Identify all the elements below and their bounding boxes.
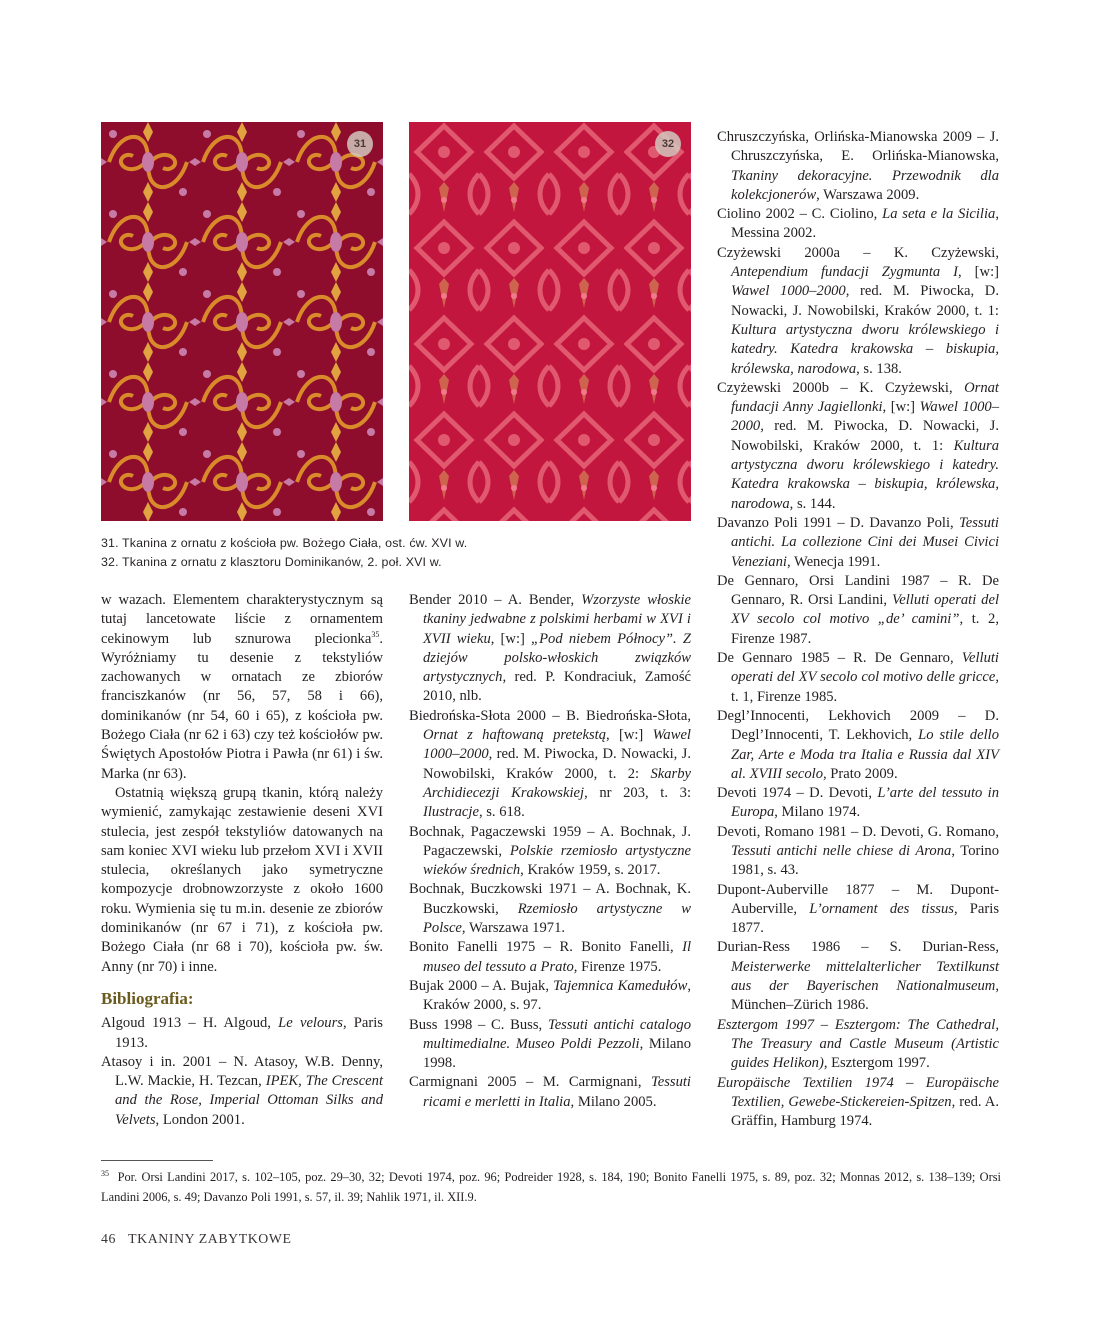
bibliography-text: Devoti, Romano 1981 – D. Devoti, G. Romano, bbox=[717, 823, 999, 840]
caption-32: 32. Tkanina z ornatu z klasztoru Dominikanów, 2. poł. XVI w. bbox=[101, 555, 442, 569]
bibliography-title: Europäische Textilien 1974 – Europäische Textilien, Gewebe-Stickereien-Spitzen bbox=[717, 1074, 999, 1110]
figure-captions bbox=[101, 534, 701, 572]
bibliography-title: Antependium fundacji Zygmunta I bbox=[731, 264, 959, 281]
bibliography-text: , Esztergom 1997. bbox=[823, 1055, 930, 1072]
bibliography-title: Wawel 1000–2000, bbox=[731, 283, 850, 300]
bibliography-entry bbox=[409, 707, 691, 823]
bibliography-text: , London 2001. bbox=[155, 1111, 245, 1128]
bibliography-entry bbox=[717, 823, 999, 881]
column-left bbox=[101, 591, 383, 1130]
bibliography-title: Skarby Archidiecezji Krakowskiej bbox=[423, 765, 691, 801]
bibliography-text: Bender 2010 – A. Bender, bbox=[409, 592, 582, 608]
footnote-ref: 35 bbox=[371, 629, 380, 639]
bibliography-entry bbox=[409, 938, 691, 977]
bibliography-title: Tajemnica Kamedułów bbox=[553, 977, 688, 994]
bibliography-text: , red. P. Kondraciuk, Zamość 2010, nlb. bbox=[423, 669, 691, 705]
bibliography-list bbox=[409, 591, 691, 1112]
bibliography-text: Biedrońska-Słota 2000 – B. Biedrońska-Słota, bbox=[409, 707, 691, 724]
bibliography-text: , München–Zürich 1986. bbox=[731, 978, 999, 1014]
bibliography-text: , Kraków 2000, s. 97. bbox=[423, 977, 691, 1014]
bibliography-entry bbox=[409, 823, 691, 881]
bibliography-text: Devoti 1974 – D. Devoti, bbox=[717, 785, 878, 802]
page-number: 46 bbox=[101, 1231, 116, 1246]
bibliography-entry bbox=[717, 1074, 999, 1132]
bibliography-text: , red. M. Piwocka, D. Nowacki, J. Nowobilski, Kraków 2000, t. 2: bbox=[423, 746, 691, 782]
bibliography-title: Lo stile dello Zar, Arte e Moda tra Italia e Russia dal XIV al. XVIII secolo bbox=[731, 727, 999, 782]
bibliography-text: Bochnak, Pagaczewski 1959 – A. Bochnak, J. Pagaczewski, bbox=[409, 823, 691, 859]
bibliography-title: Ilustracje bbox=[423, 804, 479, 821]
bibliography-title: Ornat z haftowaną pretekstą bbox=[423, 727, 607, 744]
bibliography-text: , Milano 1974. bbox=[774, 804, 861, 821]
bibliography-entry bbox=[717, 514, 999, 572]
bibliography-title: Wawel 1000–2000 bbox=[423, 727, 691, 763]
body-text: . Wyróżniamy tu desenie z tekstyliów zachowanych w ornatach ze zbiorów franciszkanów (nr 56, 57, 58 i 66), dominikanów (nr 54, 60 i 65), z kościoła pw. Bożego Ciała (nr 62 i 63) czy też kościołów pw. Świętych Apostołów Piotra i Pawła (nr 61) i św. Marka (nr 63). bbox=[101, 630, 383, 782]
bibliography-title: Tessuti antichi catalogo multimedialne. Museo Poldi Pezzoli bbox=[423, 1016, 691, 1052]
folio bbox=[101, 1231, 292, 1247]
bibliography-title: Tkaniny dekoracyjne. Przewodnik dla kolekcjonerów bbox=[731, 167, 999, 203]
bibliography-title: Esztergom 1997 – Esztergom: The Cathedral, The Treasury and Castle Museum (Artistic guides Helikon) bbox=[717, 1016, 999, 1072]
column-right bbox=[717, 128, 999, 1131]
bibliography-title: L’ornament des tissus bbox=[809, 900, 954, 917]
bibliography-text: Degl’Innocenti, Lekhovich 2009 – D. Degl’Innocenti, T. Lekhovich, bbox=[717, 707, 999, 744]
bibliography-entry bbox=[101, 1014, 383, 1053]
bibliography-entry bbox=[717, 379, 999, 514]
body-paragraph: Ostatnią większą grupą tkanin, którą należy wymienić, zamykając zestawienie deseni XVI stulecia, jest zespół tekstyliów datowanych na sam koniec XVI wieku lub przełom XVI i XVII stulecia, określanych jako symetryczne kompozycje drobnowzorzyste z około 1600 roku. Wymienia się tu m.in. desenie ze zbiorów dominikanów (nr 67 i 71), z kościoła pw. Bożego Ciała (nr 68 i 70), kościoła pw. św. Anny (nr 70) i inne. bbox=[101, 784, 383, 975]
bibliography-text: Dupont-Auberville 1877 – M. Dupont-Auberville, bbox=[717, 881, 999, 917]
footnote bbox=[101, 1168, 1001, 1207]
footnote-rule bbox=[101, 1160, 213, 1161]
bibliography-title: La seta e la Sicilia bbox=[882, 206, 996, 223]
bibliography-text: , Prato 2009. bbox=[823, 765, 898, 782]
bibliography-text: red. M. Piwocka, D. Nowacki, J. Nowobilski, Kraków 2000, t. 1: bbox=[731, 418, 999, 454]
bibliography-entry bbox=[717, 938, 999, 1015]
bibliography-text: Carmignani 2005 – M. Carmignani, bbox=[409, 1074, 651, 1091]
bibliography-text: Bujak 2000 – A. Bujak, bbox=[409, 977, 554, 994]
bibliography-list bbox=[101, 1014, 383, 1130]
bibliography-title: Il museo del tessuto a Prato bbox=[423, 939, 691, 975]
bibliography-title: IPEK, The Crescent and the Rose, Imperial Ottoman Silks and Velvets bbox=[115, 1073, 384, 1128]
bibliography-text: , Paris 1877. bbox=[731, 900, 999, 937]
bibliography-entry bbox=[717, 1016, 999, 1074]
column-middle bbox=[409, 591, 691, 1112]
bibliography-text: , t. 1, Firenze 1985. bbox=[731, 669, 999, 705]
bibliography-heading: Bibliografia: bbox=[101, 988, 194, 1008]
bibliography-title: Kultura artystyczna dworu królewskiego i katedry. Katedra krakowska – biskupia, królewska, narodowa bbox=[731, 321, 999, 377]
bibliography-text: , [w:] bbox=[882, 399, 920, 416]
bibliography-text: red. M. Piwocka, D. Nowacki, J. Nowobilski, Kraków 2000, t. 1: bbox=[731, 283, 999, 319]
bibliography-text: , nr 203, t. 3: bbox=[584, 784, 691, 801]
bibliography-entry bbox=[101, 1053, 383, 1130]
bibliography-text: Atasoy i in. 2001 – N. Atasoy, W.B. Denny, L.W. Mackie, H. Tezcan, bbox=[101, 1053, 383, 1090]
bibliography-entry bbox=[717, 205, 999, 244]
bibliography-text: , s. 618. bbox=[478, 804, 525, 821]
bibliography-text: , Messina 2002. bbox=[731, 206, 999, 242]
bibliography-entry bbox=[409, 880, 691, 938]
bibliography-text: Bochnak, Buczkowski 1971 – A. Bochnak, K. Buczkowski, bbox=[409, 881, 691, 917]
bibliography-entry bbox=[409, 591, 691, 707]
bibliography-text: De Gennaro 1985 – R. De Gennaro, bbox=[717, 650, 962, 667]
bibliography-title: L’arte del tessuto in Europa bbox=[731, 785, 999, 821]
bibliography-title: „Pod niebem Północy”. Z dziejów polsko-włoskich związków artystycznych bbox=[423, 630, 691, 686]
bibliography-text: , Warszawa 2009. bbox=[816, 186, 920, 203]
bibliography-text: , Torino 1981, s. 43. bbox=[731, 842, 999, 879]
bibliography-title: Tessuti antichi nelle chiese di Arona bbox=[731, 842, 952, 859]
bibliography-text: Ciolino 2002 – C. Ciolino, bbox=[717, 206, 883, 223]
bibliography-title: Wawel 1000–2000, bbox=[731, 399, 999, 435]
bibliography-entry bbox=[717, 707, 999, 784]
bibliography-entry bbox=[717, 649, 999, 707]
bibliography-text: , Milano 1998. bbox=[423, 1035, 691, 1072]
bibliography-title: Wzorzyste włoskie tkaniny jedwabne z polskimi herbami w XVI i XVII wieku bbox=[423, 592, 691, 647]
bibliography-text: Bonito Fanelli 1975 – R. Bonito Fanelli, bbox=[409, 939, 683, 956]
bibliography-text: , Wenecja 1991. bbox=[786, 553, 881, 570]
bibliography-text: Chruszczyńska, Orlińska-Mianowska 2009 – J. Chruszczyńska, E. Orlińska-Mianowska, bbox=[717, 129, 999, 165]
bibliography-text: , s. 144. bbox=[789, 495, 836, 512]
bibliography-text: Czyżewski 2000b – K. Czyżewski, bbox=[717, 379, 965, 396]
bibliography-title: Tessuti antichi. La collezione Cini dei Musei Civici Veneziani bbox=[731, 514, 999, 570]
figure-number-badge: 31 bbox=[347, 131, 373, 157]
figure-number-badge: 32 bbox=[655, 131, 681, 157]
bibliography-entry bbox=[717, 572, 999, 649]
bibliography-title: Ornat fundacji Anny Jagiellonki bbox=[731, 379, 999, 416]
bibliography-text: Davanzo Poli 1991 – D. Davanzo Poli, bbox=[717, 514, 959, 531]
bibliography-text: , Kraków 1959, s. 2017. bbox=[520, 862, 661, 879]
body-paragraph bbox=[101, 591, 383, 784]
bibliography-text: Czyżewski 2000a – K. Czyżewski, bbox=[717, 244, 999, 261]
bibliography-title: Polskie rzemiosło artystyczne wieków średnich bbox=[423, 842, 691, 879]
bibliography-entry bbox=[409, 1073, 691, 1112]
bibliography-text: De Gennaro, Orsi Landini 1987 – R. De Gennaro, R. Orsi Landini, bbox=[717, 572, 999, 609]
bibliography-text: , s. 138. bbox=[856, 360, 902, 377]
bibliography-title: Le velours bbox=[278, 1015, 343, 1032]
bibliography-text: , Firenze 1975. bbox=[573, 958, 662, 975]
bibliography-text: , red. A. Gräffin, Hamburg 1974. bbox=[731, 1093, 999, 1130]
bibliography-text: , [w:] bbox=[958, 264, 999, 281]
textile-image-31 bbox=[101, 122, 383, 521]
bibliography-text: Buss 1998 – C. Buss, bbox=[409, 1016, 548, 1033]
bibliography-entry bbox=[717, 128, 999, 205]
bibliography-entry bbox=[409, 977, 691, 1016]
bibliography-entry bbox=[409, 1016, 691, 1074]
bibliography-text: , Milano 2005. bbox=[570, 1093, 657, 1110]
bibliography-text: , [w:] bbox=[606, 727, 653, 744]
bibliography-title: Velluti operati del XV secolo col motivo „de’ camini” bbox=[731, 592, 999, 628]
bibliography-text: , Paris 1913. bbox=[115, 1015, 383, 1051]
bibliography-title: Kultura artystyczna dworu królewskiego i katedry. Katedra krakowska – biskupia, królewska, narodowa bbox=[731, 437, 999, 512]
bibliography-list bbox=[717, 128, 999, 1131]
bibliography-entry bbox=[717, 881, 999, 939]
bibliography-text: , [w:] bbox=[490, 630, 532, 647]
bibliography-entry bbox=[717, 244, 999, 379]
bibliography-title: Tessuti ricami e merletti in Italia bbox=[423, 1074, 691, 1110]
bibliography-text: , t. 2, Firenze 1987. bbox=[731, 611, 1000, 647]
bibliography-entry bbox=[717, 784, 999, 823]
bibliography-title: Rzemiosło artystyczne w Polsce bbox=[423, 900, 691, 937]
bibliography-title: Velluti operati del XV secolo col motivo delle gricce bbox=[731, 650, 999, 686]
bibliography-title: Meisterwerke mittelalterlicher Textilkunst aus der Bayerischen Nationalmuseum bbox=[731, 958, 999, 995]
footnote-mark: 35 bbox=[101, 1168, 109, 1178]
running-title: TKANINY ZABYTKOWE bbox=[128, 1231, 292, 1246]
caption-31: 31. Tkanina z ornatu z kościoła pw. Bożego Ciała, ost. ćw. XVI w. bbox=[101, 536, 468, 550]
textile-image-32 bbox=[409, 122, 691, 521]
bibliography-text: Durian-Ress 1986 – S. Durian-Ress, bbox=[717, 939, 999, 956]
bibliography-text: , Warszawa 1971. bbox=[461, 920, 566, 937]
bibliography-text: Algoud 1913 – H. Algoud, bbox=[101, 1015, 279, 1032]
footnote-text: Por. Orsi Landini 2017, s. 102–105, poz. 29–30, 32; Devoti 1974, poz. 96; Podreider 1928, s. 184, 190; Bonito Fanelli 1975, s. 89, poz. 32; Monnas 2012, s. 138–139; Orsi Landini 2006, s. 49; Davanzo Poli 1991, s. 57, il. 39; Nahlik 1971, il. XII.9. bbox=[101, 1170, 1001, 1204]
body-text: w wazach. Elementem charakterystycznym są tutaj lancetowate liście z ornamentem cekinowym lub sznurowa plecionka bbox=[101, 592, 383, 647]
